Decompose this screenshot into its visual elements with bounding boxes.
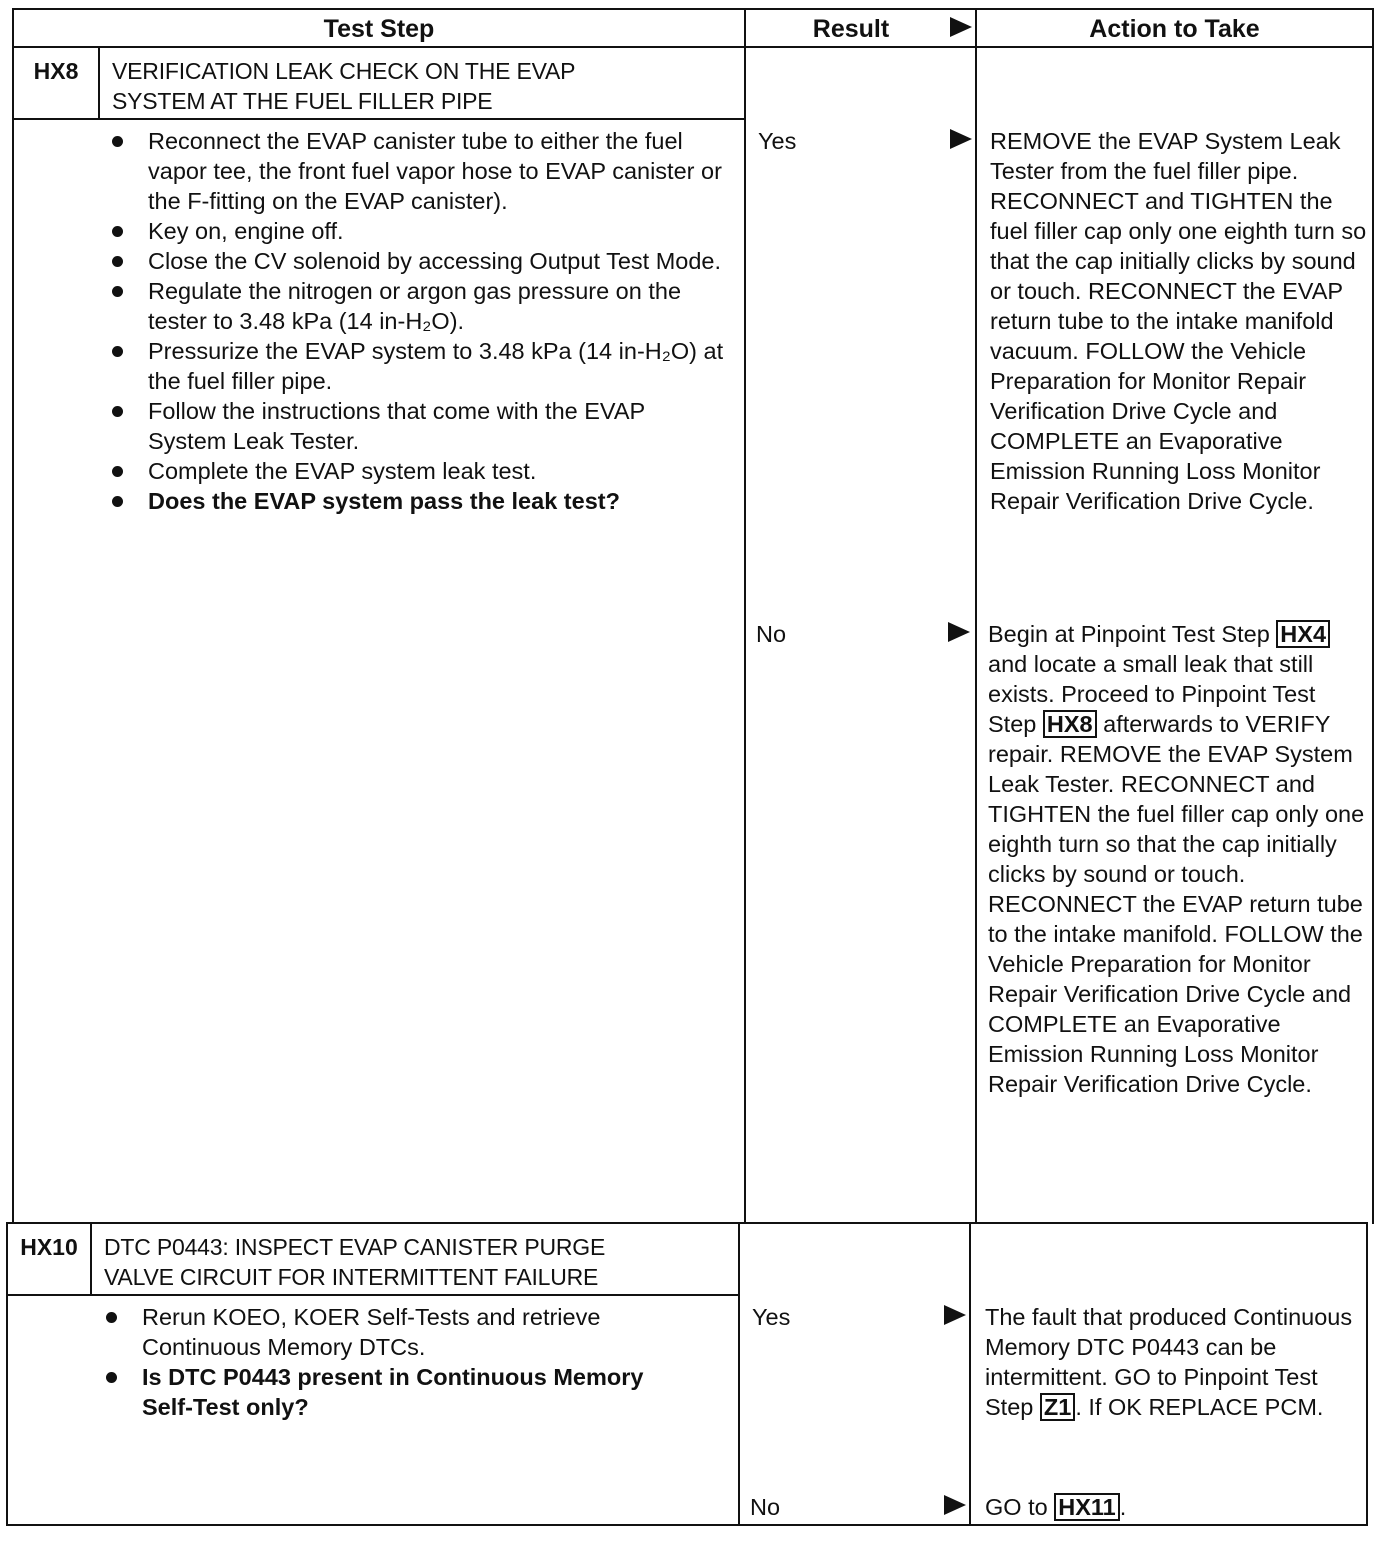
hx8-question: Does the EVAP system pass the leak test? [108, 486, 728, 516]
table-border-right [1372, 8, 1374, 1224]
hx8-action-no [988, 619, 1366, 1099]
hx8-title-line-2: SYSTEM AT THE FUEL FILLER PIPE [112, 88, 493, 114]
column-divider-step-result-lower [738, 1222, 740, 1526]
list-item: Regulate the nitrogen or argon gas pressure on the tester to 3.48 kPa (14 in-H₂O). [108, 276, 728, 336]
hx10-title-underline [8, 1294, 740, 1296]
hx10-question: Is DTC P0443 present in Continuous Memory Self-Test only? [102, 1362, 662, 1422]
hx8-no-arrow-icon [948, 622, 970, 642]
hx8-title-line-1: VERIFICATION LEAK CHECK ON THE EVAP [112, 58, 576, 84]
hx8-title-underline [14, 118, 746, 120]
column-divider-result-action [975, 8, 977, 1224]
table-border-right-lower [1366, 1222, 1368, 1526]
hx10-id-divider [90, 1222, 92, 1296]
ref-box-hx11[interactable]: HX11 [1054, 1493, 1120, 1521]
hx10-no-text-b: . [1119, 1494, 1127, 1520]
hx10-result-no: No [750, 1494, 781, 1520]
hx8-no-text-b: and locate a small leak that still exists. Proceed to Pinpoint Test Step [988, 651, 1316, 737]
column-divider-result-action-lower [969, 1222, 971, 1526]
table-border-left [12, 8, 14, 1224]
hx10-top-border [8, 1222, 1368, 1224]
column-divider-step-result [744, 8, 746, 1224]
hx10-result-yes: Yes [752, 1304, 791, 1330]
hx10-no-text-a: GO to [985, 1494, 1048, 1520]
hx8-result-yes: Yes [758, 128, 797, 154]
list-item: Follow the instructions that come with the EVAP System Leak Tester. [108, 396, 728, 456]
hx10-no-arrow-icon [944, 1495, 966, 1515]
hx10-action-yes [985, 1302, 1363, 1422]
hx8-bullet-list [108, 126, 728, 516]
hx10-action-no [985, 1492, 1363, 1522]
list-item: Complete the EVAP system leak test. [108, 456, 728, 486]
hx8-no-text-c: afterwards to VERIFY repair. REMOVE the EVAP System Leak Tester. RECONNECT and TIGHTEN the fuel filler cap only one eighth turn so that the cap initially clicks by sound or touch. RECONNECT the EVAP return tube to the intake manifold. FOLLOW the Vehicle Preparation for Monitor Repair Verification Drive Cycle and COMPLETE an Evaporative Emission Running Loss Monitor Repair Verification Drive Cycle. [988, 711, 1365, 1097]
ref-box-z1[interactable]: Z1 [1040, 1393, 1075, 1421]
hx8-result-no: No [756, 621, 787, 647]
hx8-no-text-a: Begin at Pinpoint Test Step [988, 621, 1270, 647]
hx8-yes-arrow-icon [950, 129, 972, 149]
list-item: Pressurize the EVAP system to 3.48 kPa (14 in-H₂O) at the fuel filler pipe. [108, 336, 728, 396]
hx10-step-id: HX10 [20, 1234, 78, 1260]
header-result: Result [812, 15, 890, 43]
list-item: Rerun KOEO, KOER Self-Tests and retrieve Continuous Memory DTCs. [102, 1302, 662, 1362]
list-item: Key on, engine off. [108, 216, 728, 246]
header-test-step: Test Step [323, 15, 435, 43]
table-border-top [14, 8, 1374, 10]
hx8-id-divider [98, 46, 100, 120]
ref-box-hx8[interactable]: HX8 [1043, 710, 1097, 738]
hx10-yes-text-a: The fault that produced Continuous Memory DTC P0443 can be intermittent. GO to Pinpoint Test Step [985, 1304, 1353, 1420]
hx10-title-line-2: VALVE CIRCUIT FOR INTERMITTENT FAILURE [104, 1264, 599, 1290]
table-border-left-lower [6, 1222, 8, 1526]
hx10-yes-text-b: . If OK REPLACE PCM. [1075, 1394, 1324, 1420]
list-item: Close the CV solenoid by accessing Output Test Mode. [108, 246, 728, 276]
hx8-step-title [112, 56, 740, 116]
hx10-bullet-list [102, 1302, 662, 1422]
header-divider [14, 46, 1374, 48]
hx8-step-id: HX8 [33, 58, 79, 84]
hx10-step-title [104, 1232, 734, 1292]
header-action: Action to Take [1089, 15, 1260, 43]
hx10-title-line-1: DTC P0443: INSPECT EVAP CANISTER PURGE [104, 1234, 606, 1260]
hx10-yes-arrow-icon [944, 1305, 966, 1325]
header-arrow-icon [950, 17, 972, 37]
hx8-action-yes: REMOVE the EVAP System Leak Tester from the fuel filler pipe. RECONNECT and TIGHTEN the fuel filler cap only one eighth turn so that the cap initially clicks by sound or touch. RECONNECT the EVAP return tube to the intake manifold vacuum. FOLLOW the Vehicle Preparation for Monitor Repair Verification Drive Cycle and COMPLETE an Evaporative Emission Running Loss Monitor Repair Verification Drive Cycle. [990, 128, 1367, 514]
ref-box-hx4[interactable]: HX4 [1276, 620, 1330, 648]
list-item: Reconnect the EVAP canister tube to either the fuel vapor tee, the front fuel vapor hose to EVAP canister or the F-fitting on the EVAP canister). [108, 126, 728, 216]
table-border-bottom [6, 1524, 1368, 1526]
